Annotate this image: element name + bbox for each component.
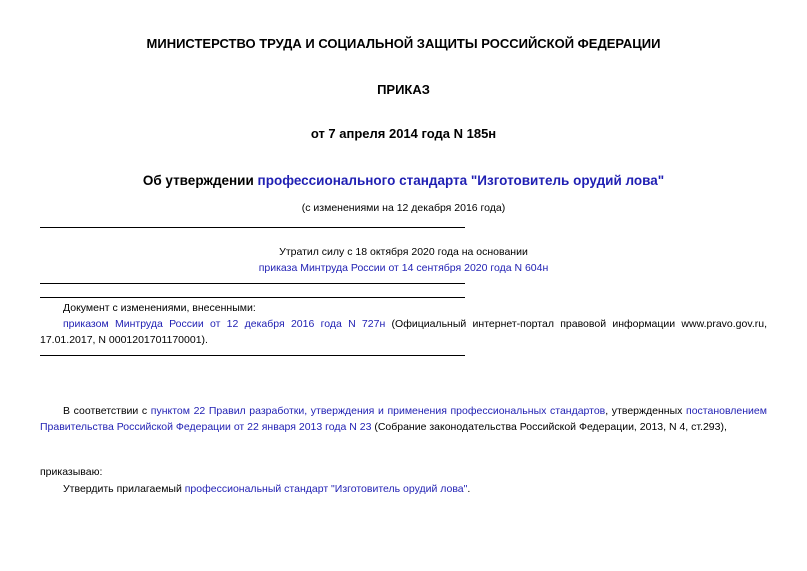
divider <box>40 283 465 284</box>
changes-intro: Документ с изменениями, внесенными: <box>63 302 256 314</box>
standard-title-link[interactable]: профессионального стандарта "Изготовитель орудий лова" <box>257 173 665 188</box>
preamble-start: В соответствии с <box>63 405 151 417</box>
ministry-heading: МИНИСТЕРСТВО ТРУДА И СОЦИАЛЬНОЙ ЗАЩИТЫ РОССИЙСКОЙ ФЕДЕРАЦИИ <box>146 36 661 51</box>
amending-order-link[interactable]: приказом Минтруда России от 12 декабря 2016 года N 727н <box>63 318 386 330</box>
government-decree-link[interactable]: постановлением Правительства Российской Федерации от 22 января 2013 года N 23 <box>40 405 767 433</box>
expired-note: Утратил силу с 18 октября 2020 года на основании <box>279 246 528 258</box>
approve-start: Утвердить прилагаемый <box>63 483 185 495</box>
divider <box>40 227 465 228</box>
amendments-note: (с изменениями на 12 декабря 2016 года) <box>301 202 506 214</box>
expired-order-link-line <box>40 262 767 274</box>
expired-order-link[interactable]: приказа Минтруда России от 14 сентября 2020 года N 604н <box>258 262 549 274</box>
approve-end: . <box>467 483 471 495</box>
standard-link[interactable]: профессиональный стандарт "Изготовитель орудий лова" <box>184 483 468 495</box>
rules-point-link[interactable]: пунктом 22 Правил разработки, утверждения и применения профессиональных стандартов <box>150 405 606 417</box>
document-title <box>40 173 767 188</box>
preamble-end: (Собрание законодательства Российской Федерации, 2013, N 4, ст.293), <box>371 421 727 433</box>
orders-line: приказываю: <box>40 466 103 478</box>
preamble-mid: , утвержденных <box>605 405 687 417</box>
changes-paragraph <box>40 316 767 348</box>
approve-paragraph <box>40 481 767 497</box>
divider <box>40 297 465 298</box>
date-number-heading: от 7 апреля 2014 года N 185н <box>310 126 497 141</box>
title-prefix: Об утверждении <box>142 173 258 188</box>
preamble-paragraph <box>40 403 767 435</box>
divider <box>40 355 465 356</box>
changes-source: (Официальный интернет-портал правовой информации www.pravo.gov.ru, 17.01.2017, N 0001201701170001). <box>40 318 768 346</box>
doc-type-heading: ПРИКАЗ <box>377 82 430 97</box>
